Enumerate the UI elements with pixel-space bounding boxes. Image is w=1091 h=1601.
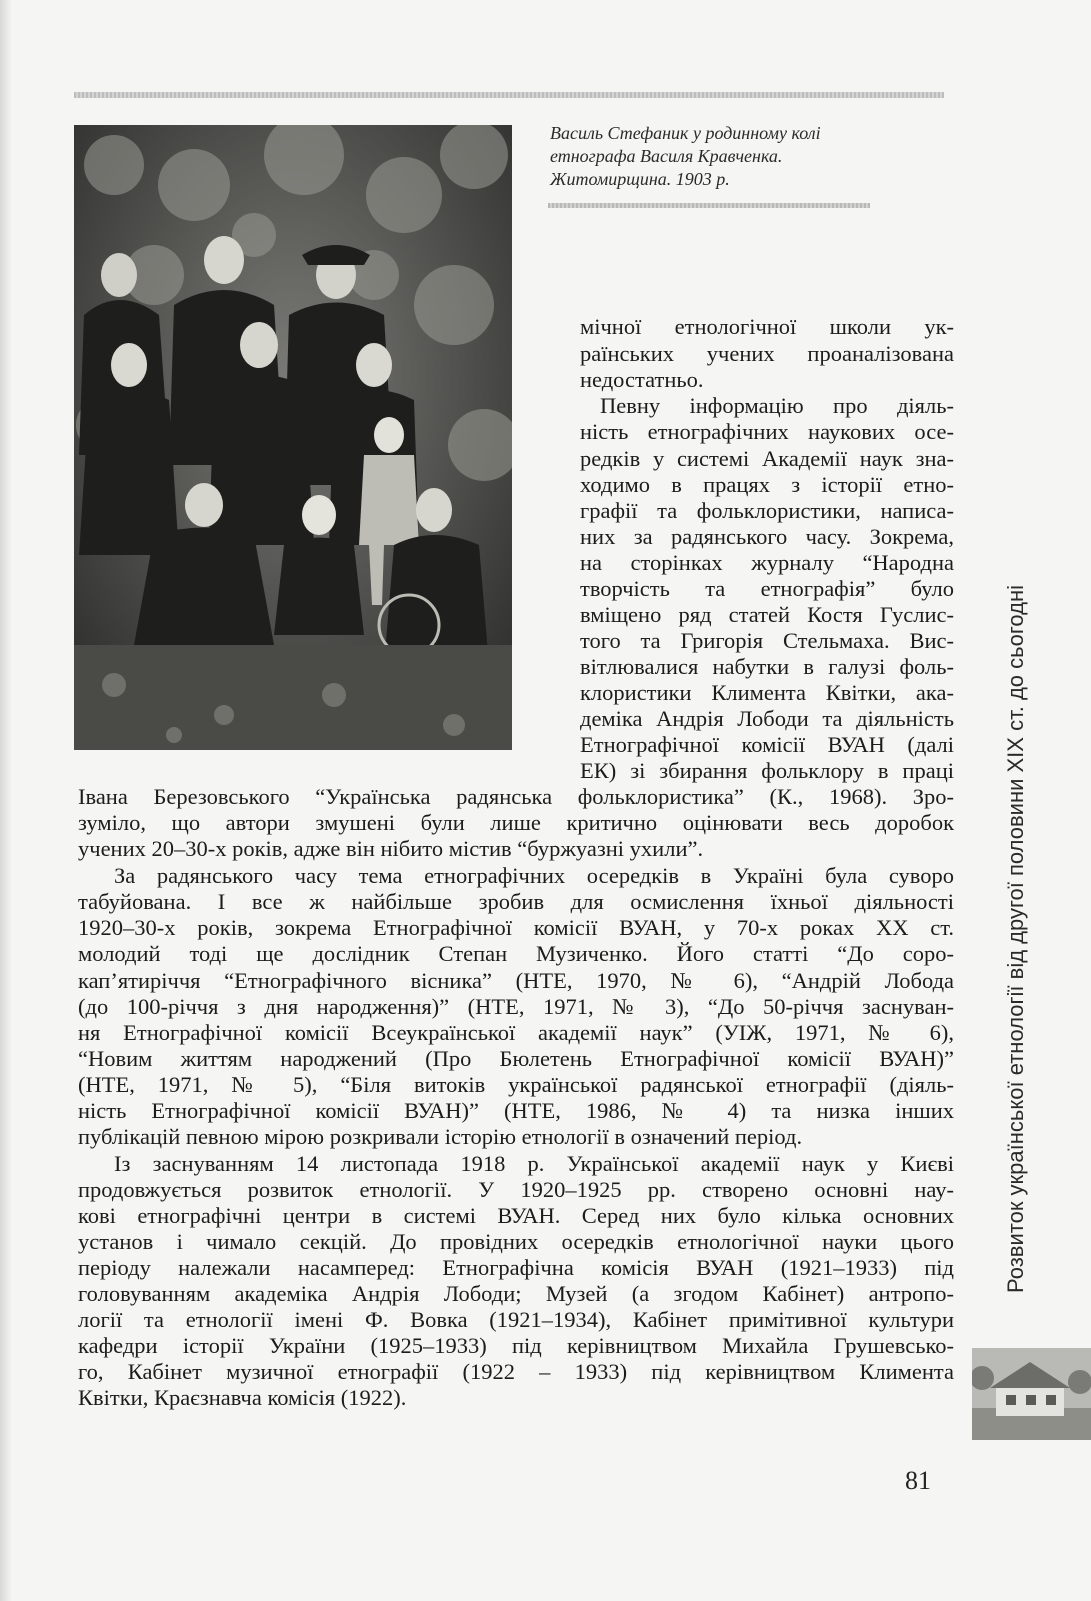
text-line: логії та етнології імені Ф. Вовка (1921–1934), Кабінет примітивної культури [78, 1307, 954, 1332]
text-line: головуванням академіка Андрія Лободи; Музей (а згодом Кабінет) антропо- [78, 1281, 954, 1306]
text-line: кові етнографічні центри в системі ВУАН. Серед них було кілька основних [78, 1203, 954, 1228]
text-line: них за радянського часу. Зокрема, [580, 524, 954, 549]
text-line: мічної етнологічної школи ук- [580, 314, 954, 339]
text-line: графії та фольклористики, написа- [580, 498, 954, 523]
caption-line: Василь Стефаник у родинному колі [550, 123, 821, 143]
text-line: “Новим життям народжений (Про Бюлетень Етнографічної комісії ВУАН)” [78, 1046, 954, 1071]
text-line: того та Григорія Стельмаха. Вис- [580, 628, 954, 653]
text-line: ЕК) зі збирання фольклору в праці [580, 758, 954, 783]
photo-caption [550, 122, 910, 191]
text-line: кап’ятиріччя “Етнографічного вісника” (НТЕ, 1970, № 6), “Андрій Лобода [78, 968, 954, 993]
text-line: Певну інформацію про діяль- [600, 393, 954, 418]
text-line: 1920–30-х років, зокрема Етнографічної комісії ВУАН, у 70-х роках XX ст. [78, 915, 954, 940]
text-line: Квітки, Краєзнавча комісія (1922). [78, 1385, 407, 1410]
text-line: кафедри історії України (1925–1933) під керівництвом Михайла Грушевсько- [78, 1333, 954, 1358]
text-line: зуміло, що автори змушені були лише критично оцінювати весь доробок [78, 810, 954, 835]
top-decorative-rule [74, 92, 944, 98]
text-line: продовжується розвиток етнології. У 1920–1925 рр. створено основні нау- [78, 1177, 954, 1202]
text-line: редків у системі Академії наук зна- [580, 446, 954, 471]
text-line: ність Етнографічної комісії ВУАН)” (НТЕ, 1986, № 4) та низка інших [78, 1098, 954, 1123]
text-line: періоду належали насамперед: Етнографічна комісія ВУАН (1921–1933) під [78, 1255, 954, 1280]
page-edge-shadow [0, 0, 12, 1601]
text-line: Із заснуванням 14 листопада 1918 р. Української академії наук у Києві [114, 1151, 954, 1176]
text-line: вітлювалися набутки в галузі фоль- [580, 654, 954, 679]
page-number: 81 [905, 1466, 931, 1495]
text-line: раїнських учених проаналізована [580, 341, 954, 366]
text-line: табуйована. І все ж найбільше зробив для осмислення їхньої діяльності [78, 889, 954, 914]
text-line: клористики Климента Квітки, ака- [580, 680, 954, 705]
text-line: творчість та етнографія” було [580, 576, 954, 601]
text-line: го, Кабінет музичної етнографії (1922 – 1933) під керівництвом Климента [78, 1359, 954, 1384]
text-line: вміщено ряд статей Костя Гуслис- [580, 602, 954, 627]
family-group-photo [74, 125, 512, 750]
text-line: учених 20–30-х років, адже він нібито містив “буржуазні ухили”. [78, 836, 704, 861]
text-line: ність етнографічних наукових осе- [580, 419, 954, 444]
text-line: деміка Андрія Лободи та діяльність [580, 706, 954, 731]
house-vignette-icon [972, 1348, 1091, 1440]
text-line: За радянського часу тема етнографічних осередків в Україні була суворо [114, 863, 954, 888]
text-line: ня Етнографічної комісії Всеукраїнської академії наук” (УІЖ, 1971, № 6), [78, 1020, 954, 1045]
text-line: (НТЕ, 1971, № 5), “Біля витоків української радянської етнографії (діяль- [78, 1072, 954, 1097]
text-line: установ і чимало секцій. До провідних осередків етнологічної науки цього [78, 1229, 954, 1254]
caption-line: Житомирщина. 1903 р. [550, 169, 730, 189]
running-head-vertical: Розвиток української етнології від другої половини XIX ст. до сьогодні [1003, 585, 1028, 1293]
text-line: Етнографічної комісії ВУАН (далі [580, 732, 954, 757]
text-line: Івана Березовського “Українська радянська фольклористика” (К., 1968). Зро- [78, 784, 954, 809]
text-line: ходимо в працях з історії етно- [580, 472, 954, 497]
text-line: на сторінках журналу “Народна [580, 550, 954, 575]
text-line: публікацій певною мірою розкривали історію етнології в означений період. [78, 1124, 803, 1149]
text-line: недостатньо. [580, 367, 704, 392]
text-line: молодий тоді ще дослідник Степан Музиченко. Його статті “До соро- [78, 941, 954, 966]
text-line: (до 100-річчя з дня народження)” (НТЕ, 1971, № 3), “До 50-річчя заснуван- [78, 994, 954, 1019]
caption-line: етнографа Василя Кравченка. [550, 146, 783, 166]
caption-rule [548, 203, 870, 208]
